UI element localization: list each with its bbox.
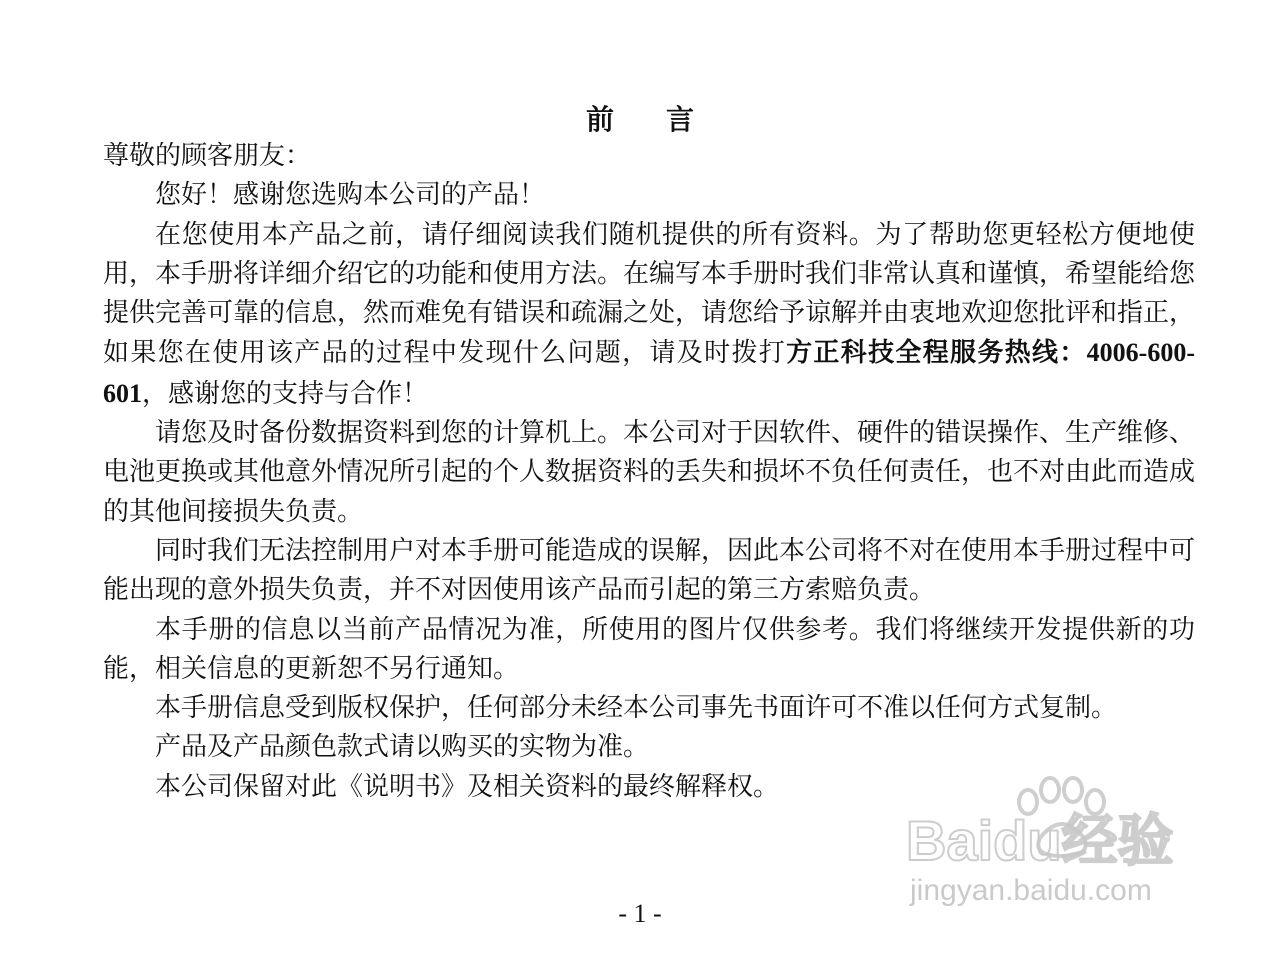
paragraph-interpretation: 本公司保留对此《说明书》及相关资料的最终解释权。 (155, 771, 780, 802)
paragraph-information: 本手册的信息以当前产品情况为准，所使用的图片仅供参考。我们将继续开发提供新的功能，相关信息的更新恕不另行通知。 (103, 614, 1195, 684)
paragraph-misunderstanding: 同时我们无法控制用户对本手册可能造成的误解，因此本公司将不对在使用本手册过程中可能出现的意外损失负责，并不对因使用该产品而引起的第三方索赔负责。 (103, 535, 1196, 606)
paragraph-color: 产品及产品颜色款式请以购买的实物为准。 (155, 732, 650, 763)
salutation: 尊敬的顾客朋友： (103, 141, 312, 171)
paragraph-hotline-closing: ，感谢您的支持与合作！ (142, 378, 429, 409)
paragraph-hotline-text: 在您使用本产品之前，请仔细阅读我们随机提供的所有资料。为了帮助您更轻松方便地使用，本手册将详细介绍它的功能和使用方法。在编写本手册时我们非常认真和谨慎，希望能给您提供完善可靠的信息，然而难免有错误和疏漏之处，请您给予谅解并由衷地欢迎您批评和指正，如果您在使用该产品的过程中发现什么问题，请及时拨打 (103, 219, 1196, 369)
hotline-number: 4006-600-601 (103, 338, 1195, 408)
watermark-url: jingyan.baidu.com (910, 874, 1152, 907)
paragraph-hotline (103, 216, 1195, 414)
document-title: 前言 (585, 103, 746, 136)
hotline-label: 方正科技全程服务热线： (786, 338, 1087, 369)
page-number: - 1 - (618, 899, 662, 928)
paragraph-copyright: 本手册信息受到版权保护，任何部分未经本公司事先书面许可不准以任何方式复制。 (155, 693, 1118, 724)
document-body (103, 137, 1195, 807)
paragraph-backup: 请您及时备份数据资料到您的计算机上。本公司对于因软件、硬件的错误操作、生产维修、电池更换或其他意外情况所引起的个人数据资料的丢失和损坏不负任何责任，也不对由此而造成的其他间接损失负责。 (103, 418, 1196, 527)
paragraph-greeting: 您好！感谢您选购本公司的产品！ (155, 180, 546, 211)
watermark-brand: Baidu经验 (906, 809, 1174, 872)
